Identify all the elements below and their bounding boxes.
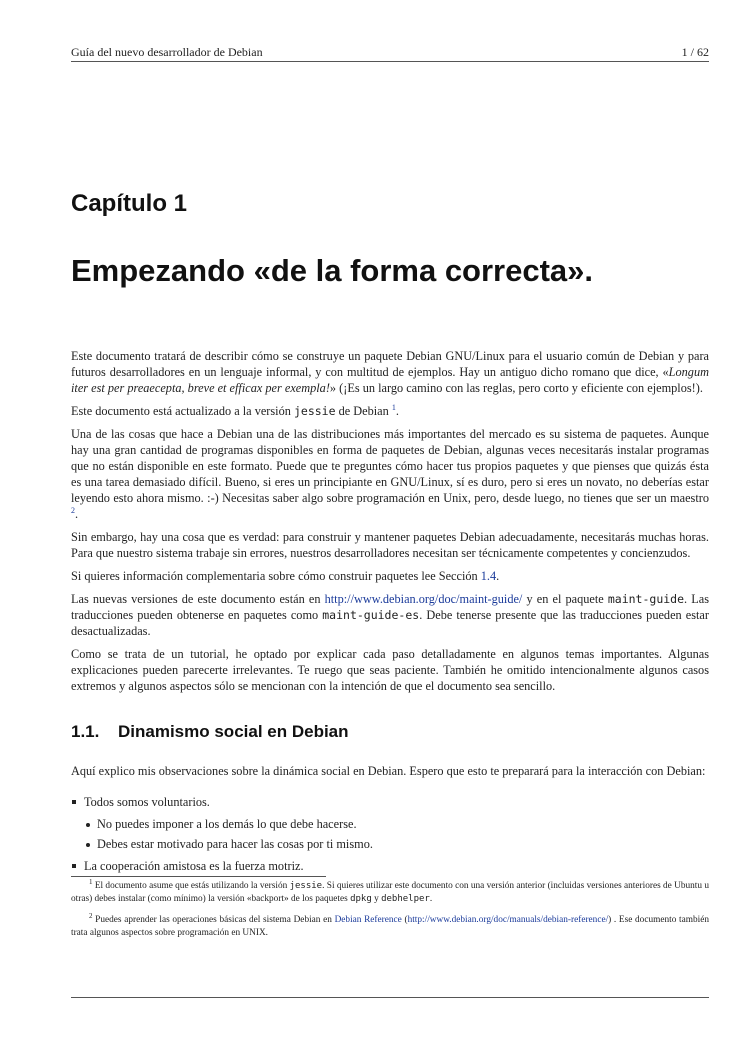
section-title: Dinamismo social en Debian [118,722,349,741]
list-item: La cooperación amistosa es la fuerza motriz. [71,858,709,874]
document-title: Guía del nuevo desarrollador de Debian [71,45,263,59]
chapter-label: Capítulo 1 [71,190,188,217]
footer-rule [71,997,709,998]
round-bullet-icon [86,843,90,847]
sublist-item: No puedes imponer a los demás lo que debe hacerse. [84,816,709,832]
footnotes [71,877,709,948]
sublist [84,816,709,852]
sublist-item: Debes estar motivado para hacer las cosas por ti mismo. [84,836,709,852]
footnote-1: $^1$ El documento asume que estás utilizando la versión jessie. Si quieres utilizar este documento con una versión anterior (incluidas versiones anteriores de Ubuntu u otras) debes instalar (como mínimo) la versión «backport» de los paquetes dpkg y debhelper. [71,877,709,904]
list-item: Todos somos voluntarios. No puedes imponer a los demás lo que debe hacerse. Debes estar motivado para hacer las cosas por ti mismo. [71,794,709,852]
paragraph-packages: Una de las cosas que hace a Debian una de las distribuciones más importantes del mercado es su sistema de paquetes. Aunque hay una gran cantidad de programas disponibles en forma de paquetes de Debian, algunas veces necesitarás instalar programas que no están disponible en este formato. Puede que te preguntes cómo hacer tus propios paquetes y que pienses que quizás ésta es una tarea demasiado difícil. Bueno, si eres un principiante en GNU/Linux, sí es duro, pero si eres un novato, no deberías estar leyendo esto ahora mismo. :-) Necesitas saber algo sobre programación en Unix, pero, desde luego, no tienes que ser un maestro $^2$. [71,427,709,521]
section-intro: Aquí explico mis observaciones sobre la dinámica social en Debian. Espero que esto te preparará para la interacción con Debian: [71,764,706,778]
paragraph-more-info: Si quieres información complementaria sobre cómo construir paquetes lee Sección 1.4. [71,569,500,583]
footnote-ref-2[interactable]: 2 [71,505,75,515]
square-bullet-icon [72,864,76,868]
code-maint-guide: maint-guide [607,592,685,606]
running-header [71,44,709,62]
paragraph-tutorial: Como se trata de un tutorial, he optado por explicar cada paso detalladamente en algunos temas importantes. Algunas explicaciones pueden parecerte irrelevantes. Te ruego que seas paciente. También he omitido intencionalmente algunos casos extremos y algunos aspectos sólo se mencionan con la intención de que el documento sea sencillo. [71,647,709,693]
section-heading [71,724,709,740]
paragraph-version: Este documento está actualizado a la versión jessie de Debian $^1$. [71,402,399,418]
section-number: 1.1. [71,722,100,741]
square-bullet-icon [72,800,76,804]
debian-reference-link[interactable]: Debian Reference [334,915,402,925]
section-link-1-4[interactable]: 1.4 [480,569,497,583]
round-bullet-icon [86,823,90,827]
paragraph-new-versions: Las nuevas versiones de este documento están en http://www.debian.org/doc/maint-guide/ y en el paquete maint-guide. Las traducciones pueden obtenerse en paquetes como maint-guide-es. Debe tenerse presente que las traducciones pueden estar desactualizadas. [71,592,709,638]
debian-reference-url-link[interactable]: http://www.debian.org/doc/manuals/debian-reference/ [407,915,609,925]
code-maint-guide-es: maint-guide-es [322,608,420,622]
footnote-separator [71,876,326,877]
footnote-2: $^2$ Puedes aprender las operaciones básicas del sistema Debian en Debian Reference (http://www.debian.org/doc/manuals/debian-reference/) . Ese documento también trata algunos aspectos sobre programación en UNIX. [71,911,709,938]
maint-guide-url-link[interactable]: http://www.debian.org/doc/maint-guide/ [324,592,523,606]
footnote-ref-1[interactable]: 1 [391,402,396,412]
paragraph-intro: Este documento tratará de describir cómo se construye un paquete Debian GNU/Linux para el usuario común de Debian y para futuros desarrolladores en un lenguaje informal, y con multitud de ejemplos. Hay un antiguo dicho romano que dice, «Longum iter est per preaecepta, breve et efficax per exempla!» (¡Es un largo camino con las reglas, pero corto y eficiente con ejemplos!). [71,349,709,395]
page-number: 1 / 62 [681,45,709,59]
code-jessie: jessie [293,404,336,418]
latin-quote: Longum iter est per preaecepta, breve et efficax per exempla! [71,365,709,395]
chapter-title: Empezando «de la forma correcta». [71,253,594,288]
dynamics-list [71,794,709,874]
paragraph-time: Sin embargo, hay una cosa que es verdad: para construir y mantener paquetes Debian adecuadamente, necesitarás muchas horas. Para que nuestro sistema trabaje sin errores, nuestros desarrolladores necesitan ser técnicamente competentes y concienzudos. [71,530,709,560]
main-body [71,348,709,880]
